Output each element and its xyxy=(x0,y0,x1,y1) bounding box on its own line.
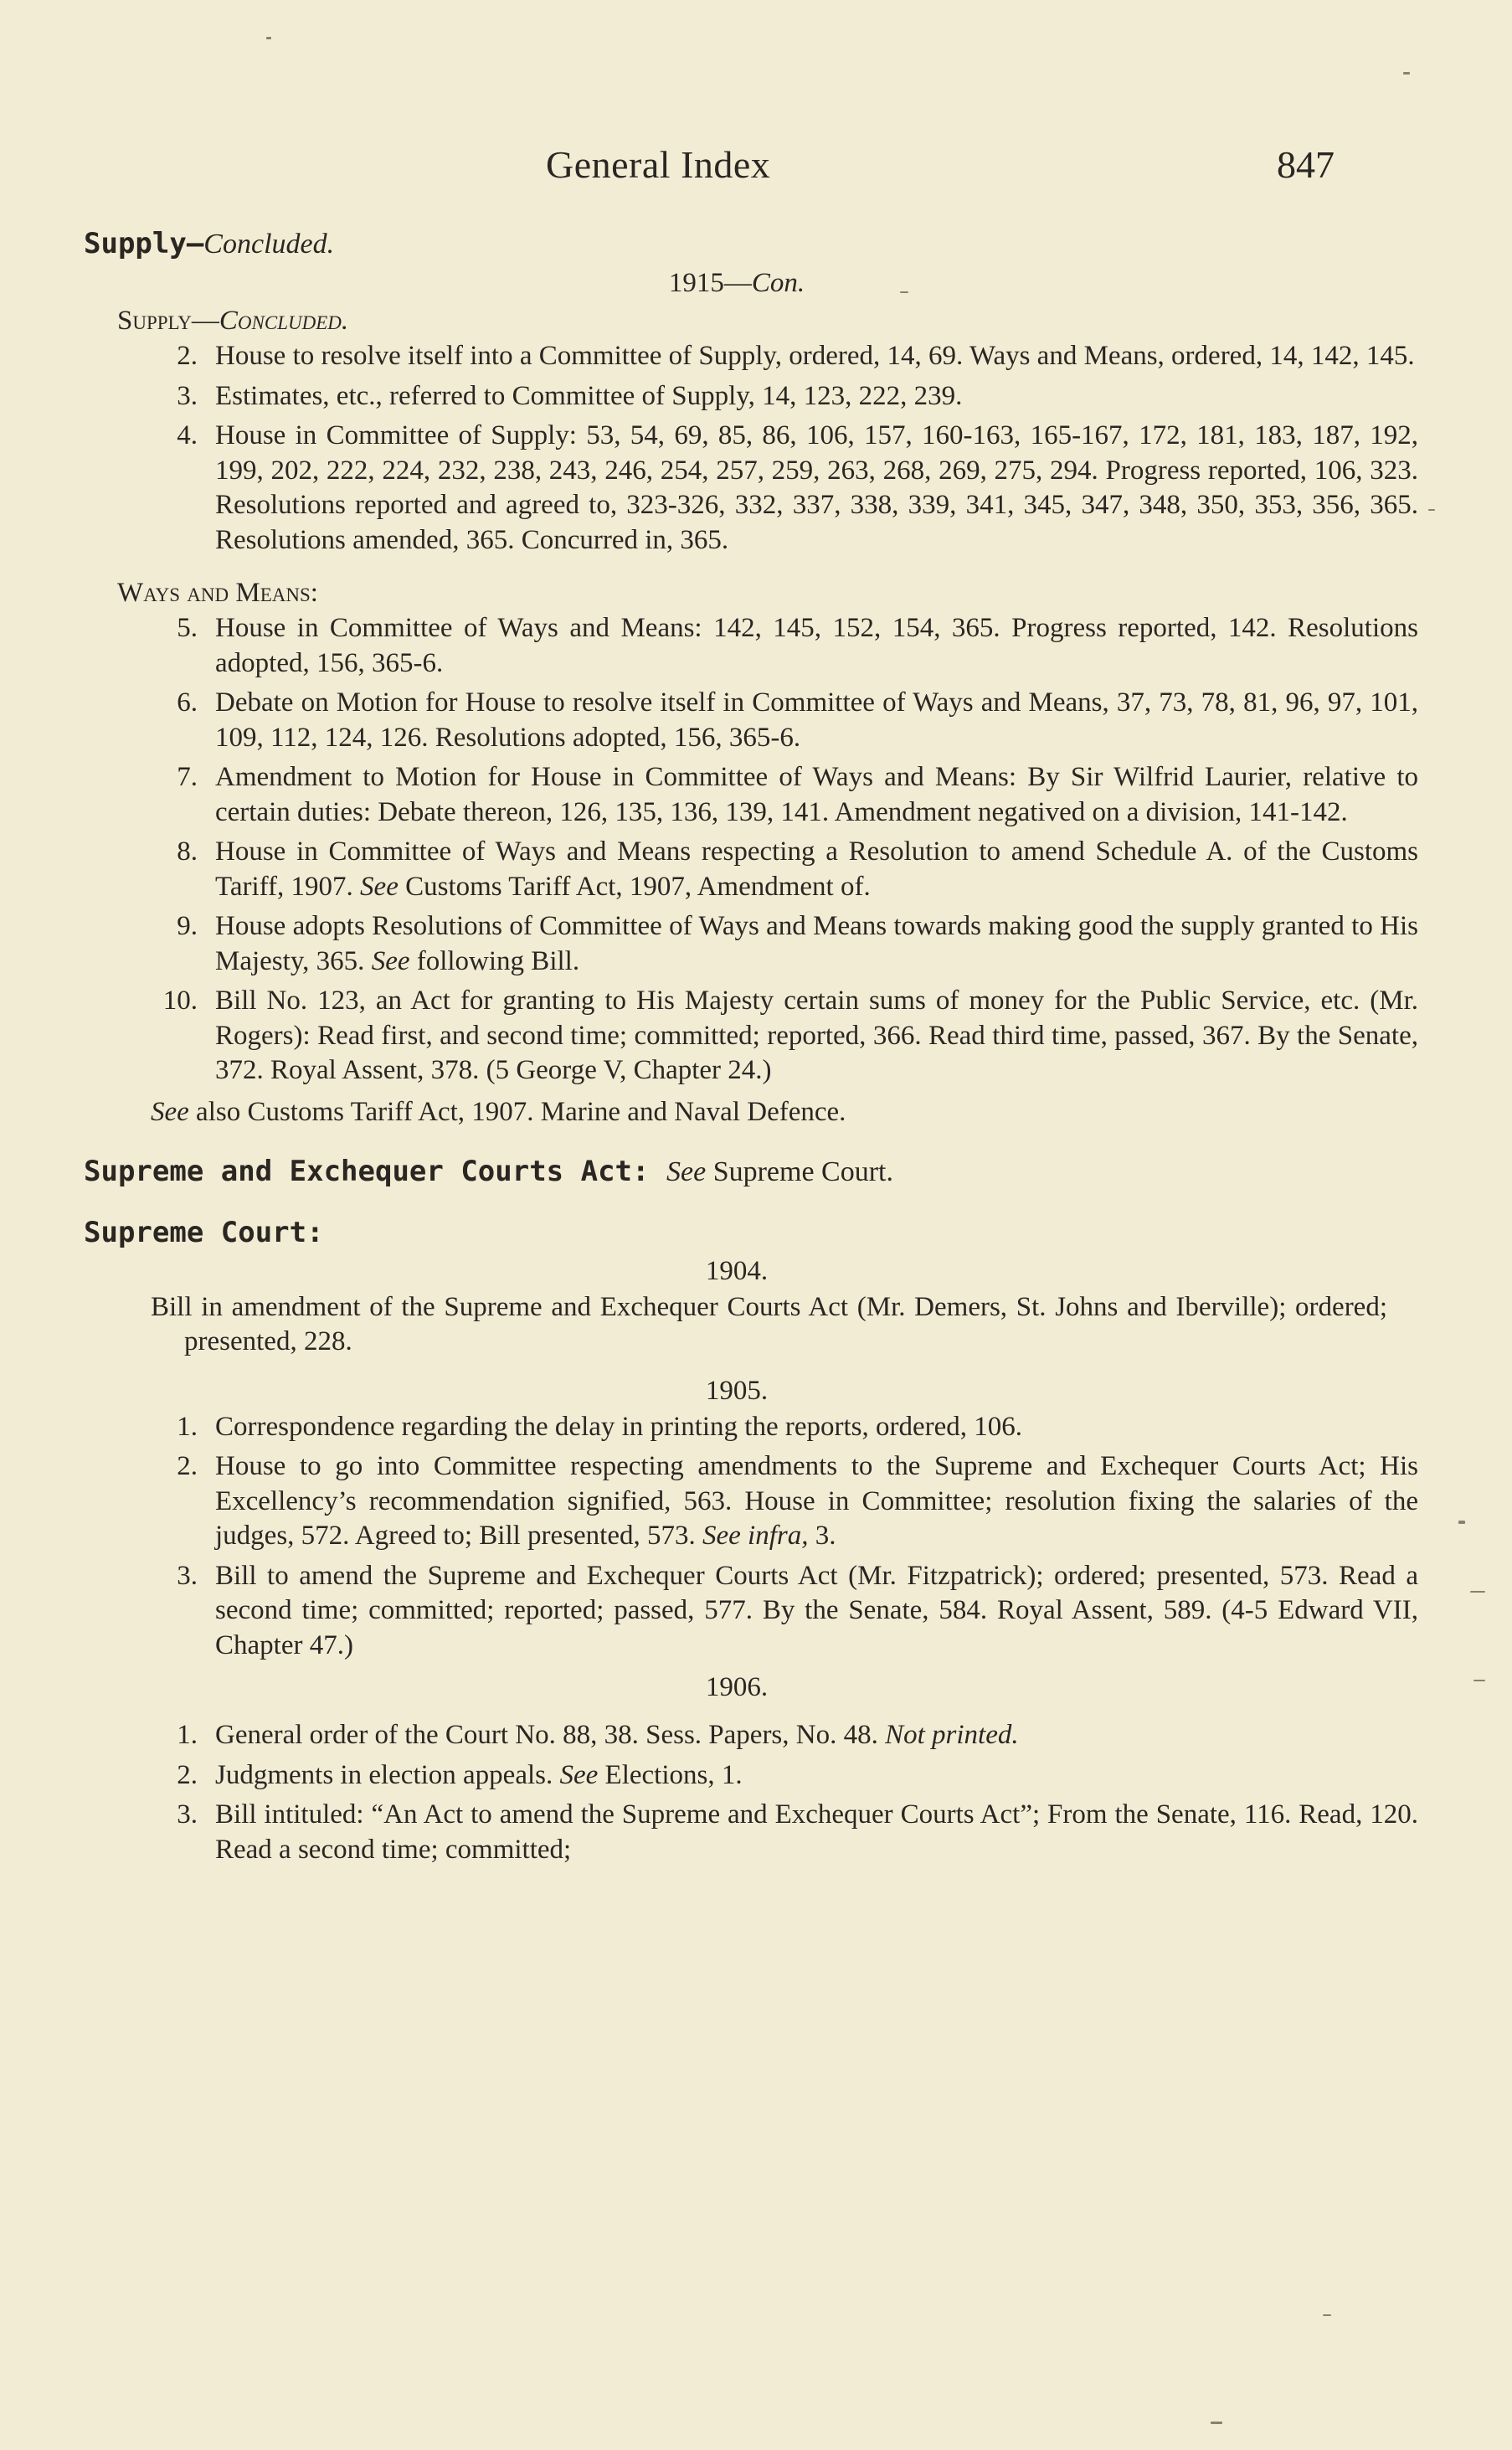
item-number: 3. xyxy=(177,1560,198,1591)
entry-heading-supply xyxy=(84,224,1340,264)
sub-heading-tail: Concluded. xyxy=(219,306,349,336)
item-text-continued: following Bill. xyxy=(409,945,580,976)
item-text: Bill No. 123, an Act for granting to His Majesty certain sums of money for the Public Service, etc. (Mr. Rogers): Read first, and second time; committed; reported, 366. Read third time, passed, 367. By the Senate, 372. Royal Assent, 378. (5 George V, Chapter 24.) xyxy=(215,986,1418,1085)
sub-heading-text: Supply— xyxy=(117,306,219,336)
scan-speck xyxy=(1403,72,1410,75)
item-text: House to go into Committee respecting amendments to the Supreme and Exchequer Courts Act; His Excellency’s recommendation signified, 563. House in Committee; resolution fixing the salaries of the judges, 572. Agreed to; Bill presented, 573. xyxy=(215,1451,1418,1551)
list-item xyxy=(84,909,1418,979)
see-reference: See xyxy=(151,1096,189,1127)
item-number: 2. xyxy=(177,1759,198,1790)
not-printed-note: Not printed. xyxy=(885,1720,1019,1750)
item-text: House in Committee of Supply: 53, 54, 69, 85, 86, 106, 157, 160-163, 165-167, 172, 181, 183, 187, 192, 199, 202, 222, 224, 232, 238, 243, 246, 254, 257, 259, 263, 268, 269, 275, 294. Progress reported, 106, 323. Resolutions reported and agreed to, 323-326, 332, 337, 338, 339, 341, 345, 347, 348, 350, 353, 356, 365. Resolutions amended, 365. Concurred in, 365. xyxy=(215,420,1418,555)
year-text: 1915— xyxy=(668,268,752,298)
scan-speck xyxy=(1323,2314,1331,2316)
see-also-text: also Customs Tariff Act, 1907. Marine and Naval Defence. xyxy=(188,1096,846,1127)
list-item xyxy=(84,379,1418,414)
item-number: 3. xyxy=(177,380,198,411)
list-item xyxy=(84,686,1418,755)
index-content xyxy=(84,224,1418,1872)
item-text-continued: Elections, 1. xyxy=(598,1759,743,1790)
scan-speck xyxy=(1211,2422,1222,2424)
item-text: House in Committee of Ways and Means: 142, 145, 152, 154, 365. Progress reported, 142. Resolutions adopted, 156, 365-6. xyxy=(215,613,1418,678)
see-reference: See xyxy=(360,871,399,902)
list-item xyxy=(84,760,1418,830)
scan-speck xyxy=(1458,1521,1465,1524)
item-number: 4. xyxy=(177,420,198,450)
item-text: House to resolve itself into a Committee of Supply, ordered, 14, 69. Ways and Means, ordered, 14, 142, 145. xyxy=(215,341,1415,371)
sub-heading-ways-and-means: Ways and Means: xyxy=(117,578,318,608)
list-item xyxy=(84,1718,1418,1753)
entry-heading-supreme-exchequer xyxy=(84,1152,1340,1192)
item-number: 3. xyxy=(177,1799,198,1830)
item-number: 1. xyxy=(177,1411,198,1442)
list-item xyxy=(84,1449,1418,1554)
see-reference: See xyxy=(559,1759,599,1790)
heading-tail: Concluded. xyxy=(203,229,335,260)
paragraph-1904: Bill in amendment of the Supreme and Exchequer Courts Act (Mr. Demers, St. Johns and Iberville); ordered; presented, 228. xyxy=(151,1291,1387,1356)
item-number: 2. xyxy=(177,1451,198,1481)
list-item xyxy=(84,1559,1418,1664)
see-also-line xyxy=(84,1094,1340,1130)
item-text: House in Committee of Ways and Means respecting a Resolution to amend Schedule A. of the Customs Tariff, 1907. xyxy=(215,836,1418,902)
item-text: Bill intituled: “An Act to amend the Supreme and Exchequer Courts Act”; From the Senate, 116. Read, 120. Read a second time; committed; xyxy=(215,1799,1418,1865)
entry-heading-supreme-court: Supreme Court: xyxy=(84,1215,324,1249)
page-number: 847 xyxy=(1277,143,1335,186)
item-number: 7. xyxy=(177,762,198,792)
item-text: Judgments in election appeals. xyxy=(215,1759,560,1790)
year-heading-1904: 1904. xyxy=(705,1255,769,1286)
scan-speck xyxy=(266,37,271,39)
list-item xyxy=(84,339,1418,374)
item-text: General order of the Court No. 88, 38. Sess. Papers, No. 48. xyxy=(215,1720,886,1750)
scan-speck xyxy=(1470,1591,1485,1593)
year-heading-1915 xyxy=(134,264,1340,302)
scan-speck xyxy=(1428,509,1435,511)
year-heading-1906: 1906. xyxy=(705,1672,769,1702)
item-number: 9. xyxy=(177,911,198,941)
item-text: Correspondence regarding the delay in printing the reports, ordered, 106. xyxy=(215,1411,1023,1442)
scan-speck xyxy=(900,291,908,293)
see-reference: See xyxy=(371,945,410,976)
see-reference: See xyxy=(666,1156,707,1187)
item-text-continued: 3. xyxy=(808,1521,836,1551)
item-text-continued: Customs Tariff Act, 1907, Amendment of. xyxy=(398,871,871,902)
item-text: Estimates, etc., referred to Committee of Supply, 14, 123, 222, 239. xyxy=(215,380,963,411)
list-item xyxy=(84,1798,1418,1867)
item-text: Amendment to Motion for House in Committee of Ways and Means: By Sir Wilfrid Laurier, relative to certain duties: Debate thereon, 126, 135, 136, 139, 141. Amendment negatived on a division, 141-142. xyxy=(215,762,1418,827)
year-heading-1905: 1905. xyxy=(705,1375,769,1406)
item-text: Bill to amend the Supreme and Exchequer Courts Act (Mr. Fitzpatrick); ordered; presented, 573. Read a second time; committed; reported; passed, 577. By the Senate, 584. Royal Assent, 589. (4-5 Edward VII, Chapter 47.) xyxy=(215,1560,1418,1660)
item-number: 10. xyxy=(162,986,198,1016)
item-text: House adopts Resolutions of Committee of Ways and Means towards making good the supply granted to His Majesty, 365. xyxy=(215,911,1418,976)
running-head xyxy=(0,142,1512,201)
list-item xyxy=(84,835,1418,904)
year-tail: Con. xyxy=(751,268,805,298)
item-number: 8. xyxy=(177,836,198,867)
scan-speck xyxy=(1473,1680,1485,1681)
item-number: 2. xyxy=(177,341,198,371)
sub-heading-supply xyxy=(117,302,1340,339)
item-text: Debate on Motion for House to resolve itself in Committee of Ways and Means, 37, 73, 78, 81, 96, 97, 101, 109, 112, 124, 126. Resolutions adopted, 156, 365-6. xyxy=(215,687,1418,753)
item-number: 6. xyxy=(177,687,198,718)
list-item xyxy=(84,984,1418,1089)
running-head-title: General Index xyxy=(546,143,771,186)
list-item xyxy=(84,1758,1418,1794)
list-item xyxy=(84,611,1418,681)
item-number: 5. xyxy=(177,613,198,643)
item-number: 1. xyxy=(177,1720,198,1750)
heading-text: Supreme and Exchequer Courts Act: xyxy=(84,1154,650,1188)
see-target: Supreme Court. xyxy=(706,1156,893,1187)
see-reference: See infra, xyxy=(702,1521,809,1551)
list-item xyxy=(84,1410,1418,1445)
list-item xyxy=(84,419,1418,558)
heading-text: Supply— xyxy=(84,227,204,260)
